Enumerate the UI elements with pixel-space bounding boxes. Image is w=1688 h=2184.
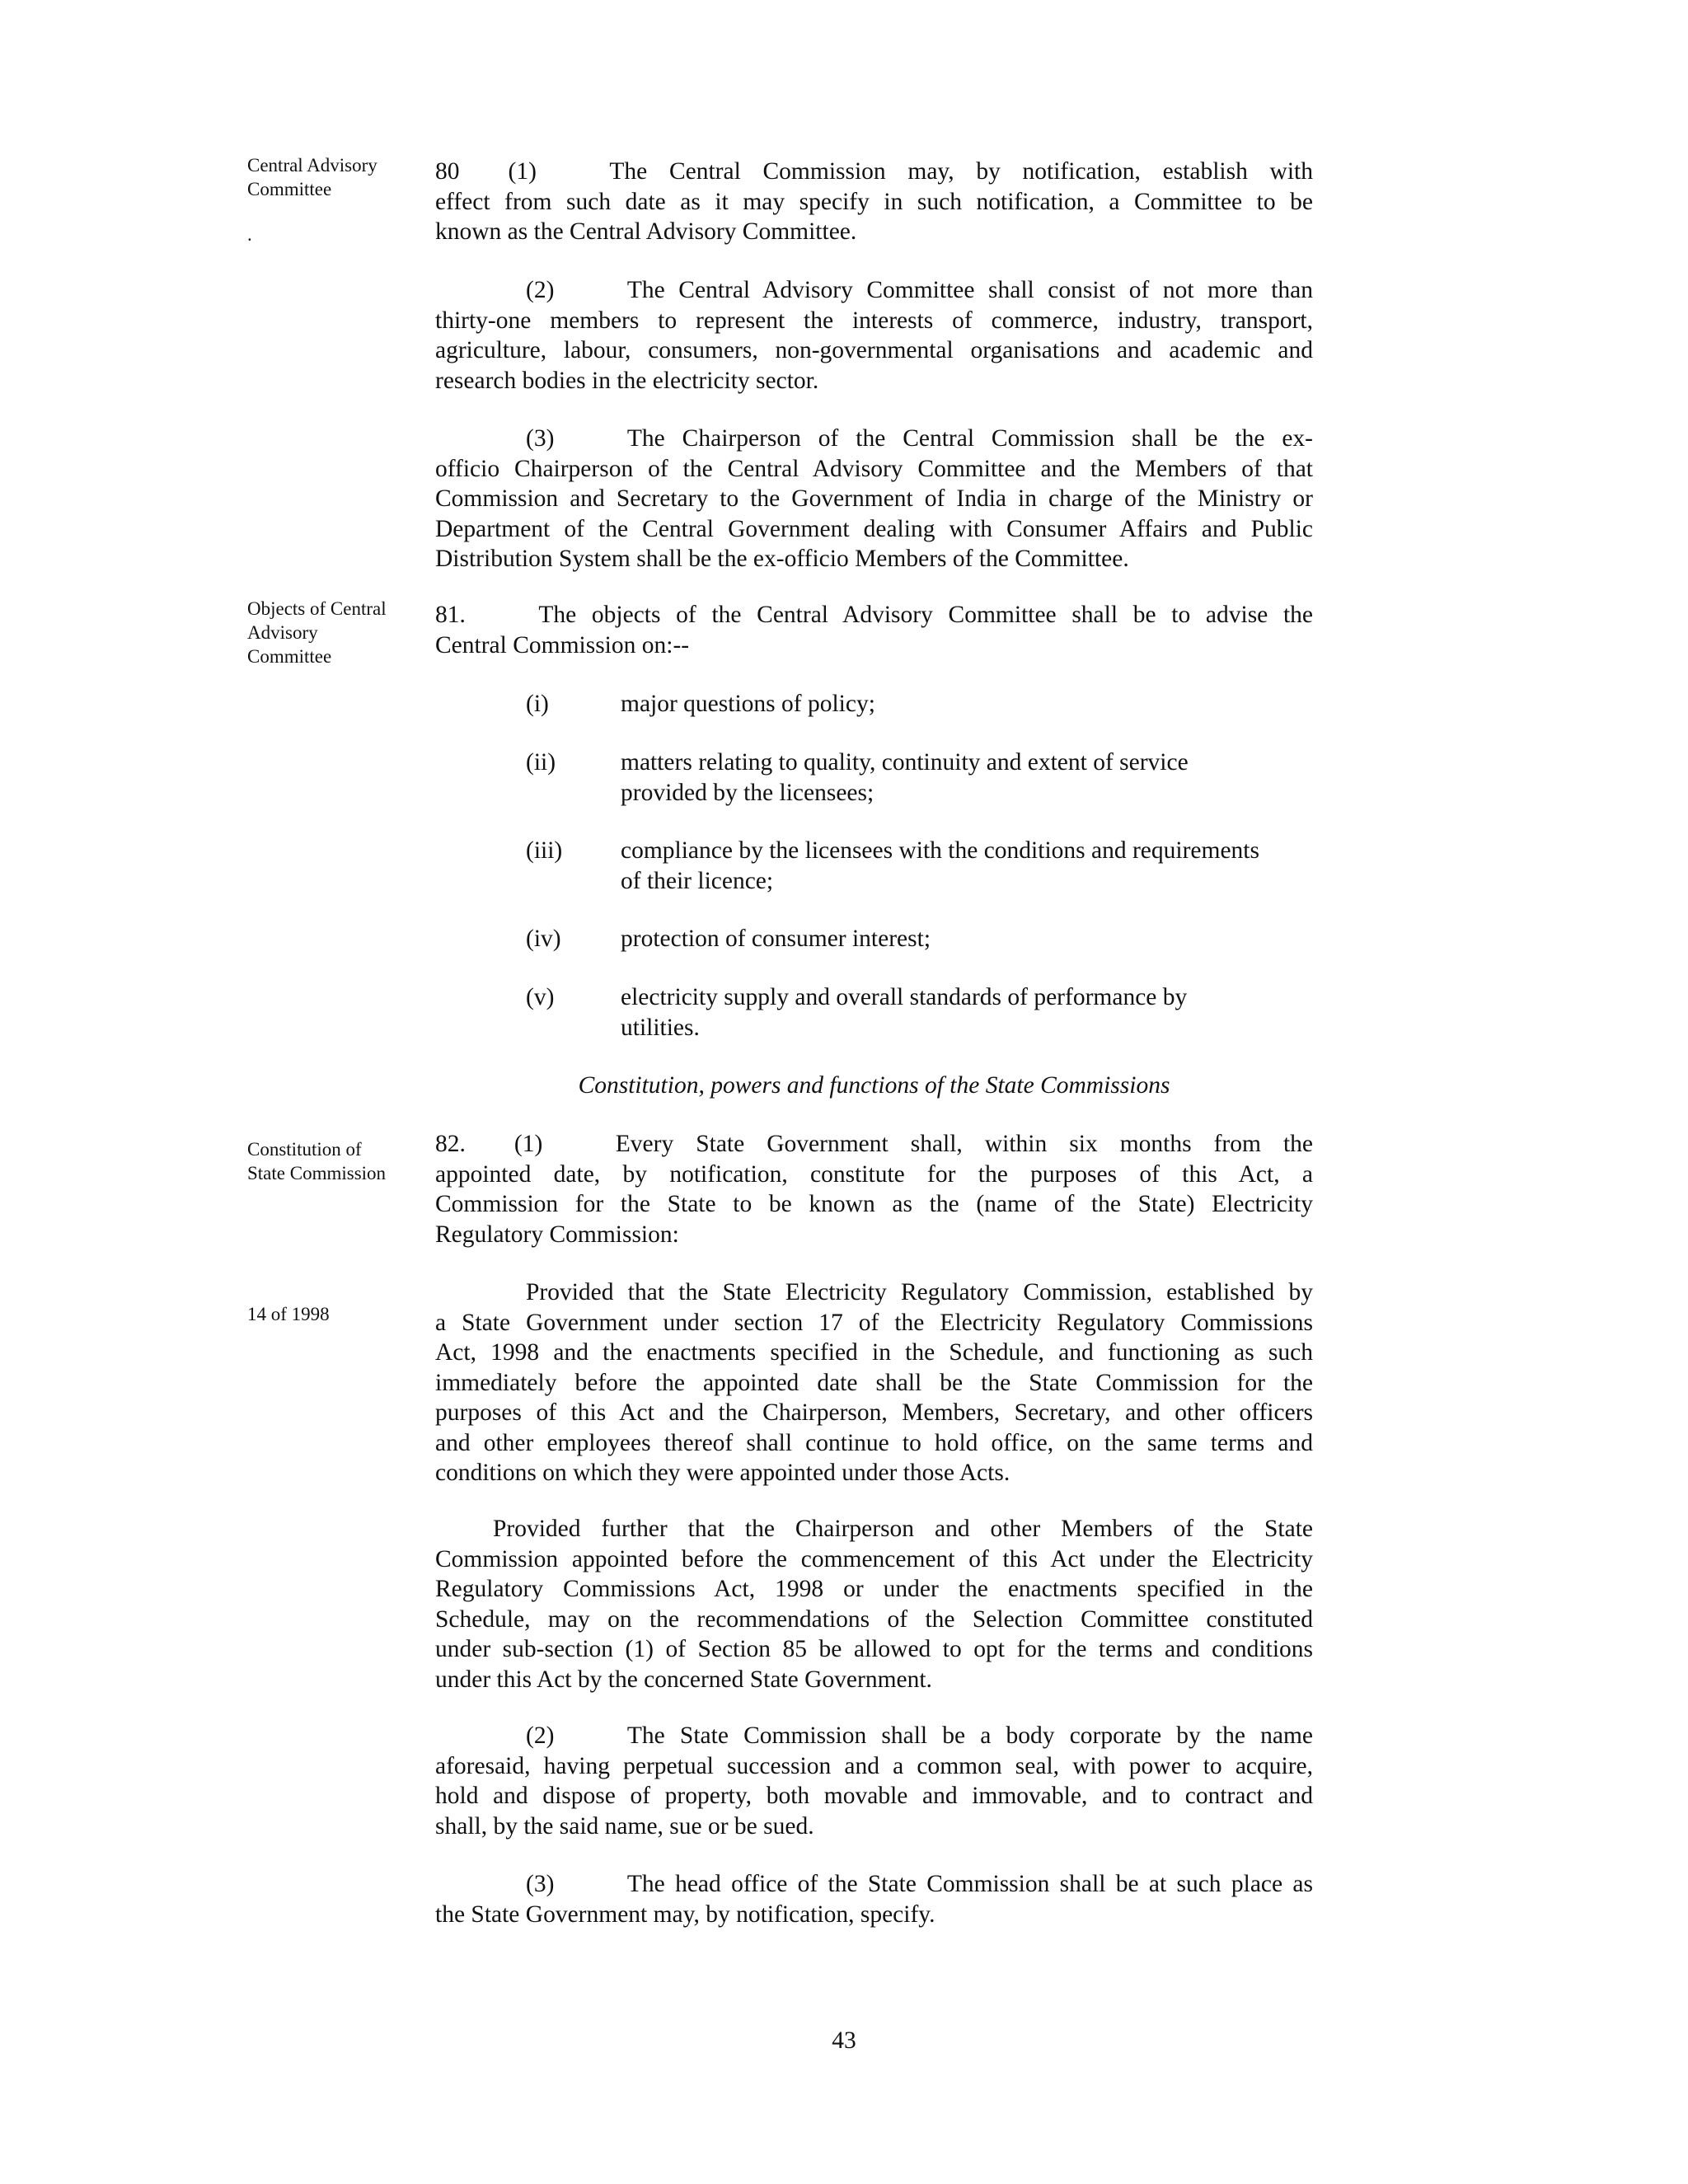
margin-note-dot: . (247, 224, 252, 245)
text-line: Commission for the State to be known as the (name of the State) Electricity (435, 1191, 1313, 1217)
list-item-number: (iii) (526, 837, 563, 864)
text-line: officio Chairperson of the Central Advisory Committee and the Members of that (435, 455, 1313, 482)
text-line: Department of the Central Government dealing with Consumer Affairs and Public (435, 515, 1313, 542)
list-item-text (621, 924, 1313, 954)
text-line: (2) The State Commission shall be a body corporate by the name (526, 1722, 1313, 1749)
text-line: purposes of this Act and the Chairperson, Members, Secretary, and other officers (435, 1399, 1313, 1426)
text-line: Provided further that the Chairperson and other Members of the State (493, 1516, 1313, 1542)
text-line: 81. The objects of the Central Advisory Committee shall be to advise the (435, 602, 1313, 628)
section-80-subsection-3 (435, 424, 1313, 574)
text-line: aforesaid, having perpetual succession and a common seal, with power to acquire, (435, 1752, 1313, 1779)
text-line: 82. (1) Every State Government shall, within six months from the (435, 1131, 1313, 1157)
text-line: a State Government under section 17 of the Electricity Regulatory Commissions (435, 1309, 1313, 1336)
margin-note-constitution-state-commission (247, 1137, 412, 1185)
text-line: Central Commission on:-- (435, 631, 690, 658)
text-line: appointed date, by notification, constitute for the purposes of this Act, a (435, 1160, 1313, 1188)
text-line: under this Act by the concerned State Government. (435, 1666, 932, 1693)
text-line: 80 (1) The Central Commission may, by notification, establish with (435, 158, 1313, 185)
text-line: provided by the licensees; (621, 779, 874, 806)
text-line: Schedule, may on the recommendations of the Selection Committee constituted (435, 1605, 1313, 1633)
section-82-proviso-1 (435, 1277, 1313, 1488)
text-line: known as the Central Advisory Committee. (435, 218, 857, 245)
text-line: research bodies in the electricity sector. (435, 367, 819, 394)
text-line: the State Government may, by notification, specify. (435, 1900, 935, 1928)
margin-note-line: Objects of Central (247, 598, 387, 619)
text-line: Provided that the State Electricity Regulatory Commission, established by (526, 1279, 1313, 1305)
text-line: agriculture, labour, consumers, non-governmental organisations and academic and (435, 337, 1313, 363)
list-item-text (621, 689, 1313, 719)
margin-note-line: Advisory (247, 622, 318, 643)
margin-note-act-reference: 14 of 1998 (247, 1304, 330, 1324)
text-line: and other employees thereof shall continue to hold office, on the same terms and (435, 1429, 1313, 1456)
text-line: shall, by the said name, sue or be sued. (435, 1812, 814, 1840)
margin-note-line: State Commission (247, 1163, 387, 1183)
section-81-intro (435, 600, 1313, 660)
text-line: Distribution System shall be the ex-officio Members of the Committee. (435, 546, 1129, 572)
text-line: Commission appointed before the commencement of this Act under the Electricity (435, 1545, 1313, 1572)
text-line: matters relating to quality, continuity and extent of service (621, 749, 1189, 776)
text-line: (3) The head office of the State Commission shall be at such place as (526, 1871, 1313, 1897)
section-80-subsection-2 (435, 275, 1313, 396)
text-line: Commission and Secretary to the Government of India in charge of the Ministry or (435, 485, 1313, 512)
text-line: immediately before the appointed date shall be the State Commission for the (435, 1369, 1313, 1396)
section-82-subsection-3 (435, 1869, 1313, 1929)
text-line: (2) The Central Advisory Committee shall consist of not more than (526, 277, 1313, 303)
text-line: compliance by the licensees with the conditions and requirements (621, 837, 1259, 864)
margin-note-line: Central Advisory (247, 155, 377, 176)
text-line: conditions on which they were appointed under those Acts. (435, 1460, 1010, 1486)
text-line: major questions of policy; (621, 691, 875, 717)
list-item-number: (iv) (526, 926, 561, 952)
margin-note-central-advisory-committee (247, 153, 412, 201)
margin-note-line: Committee (247, 179, 332, 199)
margin-note-line: Constitution of (247, 1139, 362, 1160)
margin-note-line: Committee (247, 646, 332, 667)
section-80-subsection-1 (435, 157, 1313, 247)
text-line: electricity supply and overall standards of performance by (621, 984, 1188, 1010)
text-line: protection of consumer interest; (621, 926, 931, 952)
text-line: thirty-one members to represent the interests of commerce, industry, transport, (435, 307, 1313, 334)
text-line: Act, 1998 and the enactments specified in the Schedule, and functioning as such (435, 1339, 1313, 1366)
text-line: hold and dispose of property, both movable and immovable, and to contract and (435, 1783, 1313, 1809)
list-item-number: (ii) (526, 749, 556, 776)
text-line: Regulatory Commission: (435, 1221, 679, 1248)
text-line: effect from such date as it may specify in such notification, a Committee to be (435, 188, 1313, 215)
list-item-text (621, 982, 1313, 1043)
page-number: 43 (832, 2027, 856, 2054)
text-line: Regulatory Commissions Act, 1998 or under the enactments specified in the (435, 1576, 1313, 1602)
list-item-number: (v) (526, 984, 555, 1010)
text-line: under sub-section (1) of Section 85 be allowed to opt for the terms and conditions (435, 1636, 1313, 1662)
list-item-text (621, 748, 1313, 808)
margin-note-objects (247, 597, 412, 668)
section-82-subsection-2 (435, 1721, 1313, 1841)
section-heading: Constitution, powers and functions of the State Commissions (578, 1072, 1170, 1099)
section-82-subsection-1 (435, 1129, 1313, 1249)
text-line: (3) The Chairperson of the Central Commission shall be the ex- (526, 425, 1313, 452)
section-82-proviso-2 (435, 1514, 1313, 1694)
list-item-number: (i) (526, 691, 549, 717)
text-line: utilities. (621, 1014, 700, 1041)
text-line: of their licence; (621, 867, 774, 894)
list-item-text (621, 836, 1313, 896)
